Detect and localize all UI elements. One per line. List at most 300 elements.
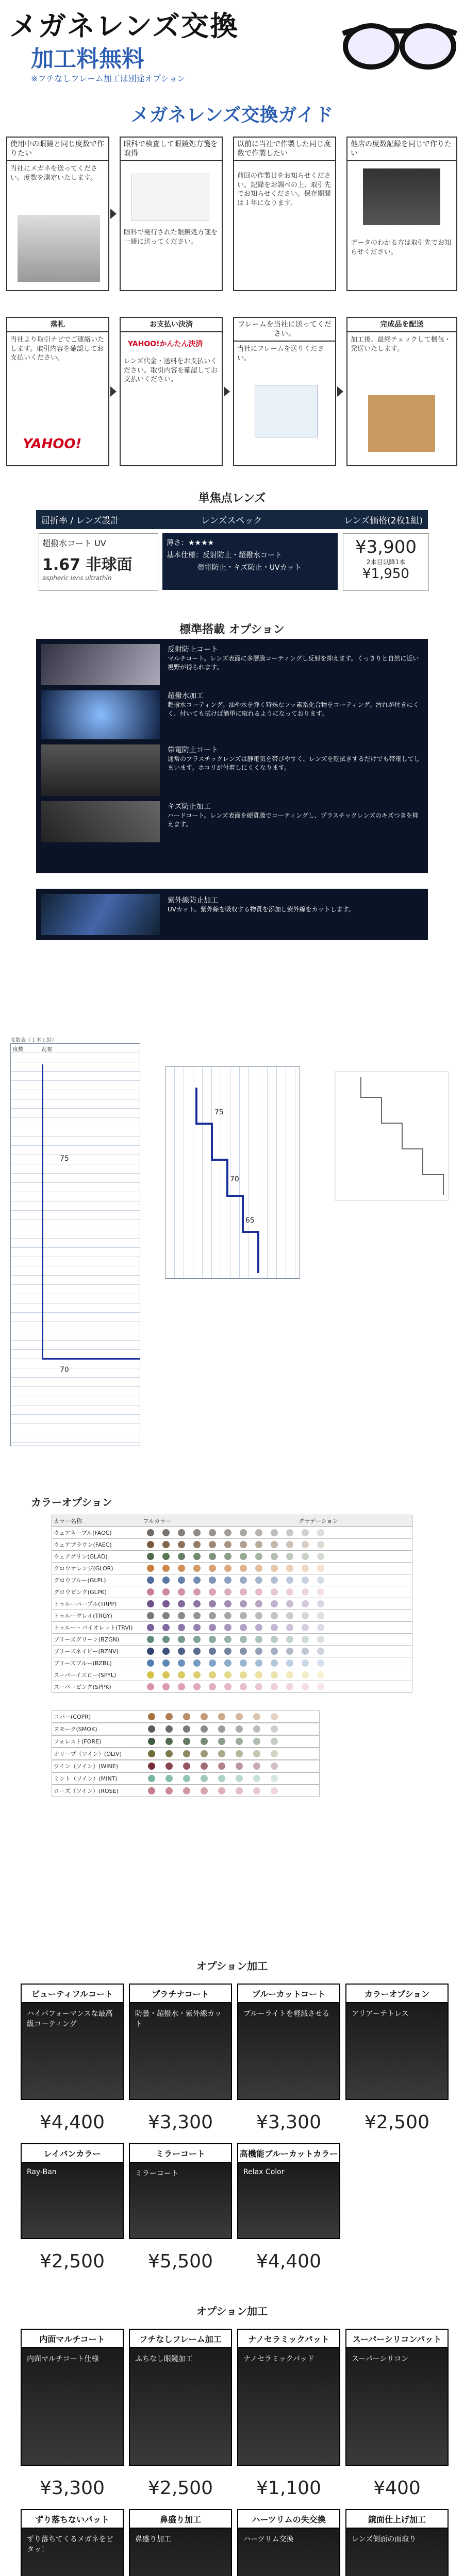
- color-swatch-icon: [148, 1738, 155, 1745]
- option-card: [129, 2143, 232, 2272]
- option-card: [237, 1984, 340, 2133]
- standard-option-1: [41, 644, 423, 685]
- lens-index: 1.67 非球面: [42, 556, 132, 574]
- option-card: [21, 2143, 124, 2272]
- option-card-image: [345, 2002, 449, 2100]
- color-swatch-icon: [218, 1725, 225, 1733]
- color-swatch-icon: [209, 1553, 216, 1560]
- option-card-title: ずり落ちないパット: [21, 2509, 124, 2529]
- option-card: [345, 2509, 449, 2576]
- color-row: [52, 1681, 412, 1693]
- degree-table-1: [10, 1043, 140, 1446]
- option-card-image: [345, 2528, 449, 2576]
- option-card-image: [237, 2347, 340, 2466]
- color-swatch-icon: [224, 1636, 231, 1643]
- color-swatch-icon: [147, 1612, 154, 1619]
- color-swatch-icon: [201, 1725, 208, 1733]
- scratch-image: [41, 801, 160, 842]
- color-swatch-icon: [178, 1600, 185, 1607]
- color-swatch-icon: [240, 1636, 247, 1643]
- color-swatch-icon: [240, 1577, 247, 1584]
- lens-price-note: 2本目以降1本: [366, 558, 406, 566]
- color-swatch-icon: [218, 1738, 225, 1745]
- color-swatch-icon: [240, 1671, 247, 1679]
- color-row: [52, 1760, 320, 1772]
- color-swatch-icon: [183, 1787, 190, 1794]
- option-heading: 紫外線防止加工: [168, 896, 218, 905]
- color-swatch-icon: [193, 1612, 201, 1619]
- color-swatch-icon: [162, 1671, 170, 1679]
- color-swatch-icon: [317, 1636, 324, 1643]
- eye-chart-image: [131, 174, 209, 221]
- glasses-icon: [340, 15, 459, 72]
- color-swatch-icon: [240, 1648, 247, 1655]
- option-card-title: ブルーカットコート: [237, 1984, 340, 2004]
- color-swatch-icon: [165, 1725, 173, 1733]
- color-swatch-icon: [236, 1762, 243, 1770]
- option-card-image: [21, 2528, 124, 2576]
- degree-staircase: [165, 1067, 300, 1278]
- color-table-head: [52, 1515, 412, 1527]
- color-swatch-icon: [147, 1565, 154, 1572]
- color-name: コパー(COPR): [54, 1714, 91, 1720]
- option-card-text: ミラーコート: [135, 2170, 178, 2178]
- lens-price-box: [343, 533, 429, 591]
- color-col-full: フルカラー: [143, 1518, 172, 1524]
- color-swatch-icon: [218, 1762, 225, 1770]
- color-swatch-icon: [162, 1612, 170, 1619]
- color-name: グロウピンク(GLPK): [54, 1589, 107, 1596]
- color-swatch-icon: [317, 1659, 324, 1667]
- color-swatch-icon: [240, 1529, 247, 1536]
- color-swatch-icon: [193, 1588, 201, 1596]
- degree-boundary: [42, 1064, 43, 1358]
- color-swatch-icon: [178, 1659, 185, 1667]
- color-row: [52, 1657, 412, 1669]
- guide-step-3: [233, 137, 336, 291]
- color-swatch-icon: [271, 1553, 278, 1560]
- color-swatch-icon: [286, 1529, 293, 1536]
- option-card-text: ふちなし眼鏡加工: [135, 2355, 193, 2363]
- color-swatch-icon: [147, 1529, 154, 1536]
- water-drop-image: [41, 690, 160, 739]
- guide-step-body: 前回の作製日をお知らせください。記録をお調べの上、取引先でお知らせください。保存期間は１年になります。: [237, 172, 332, 208]
- color-swatch-icon: [201, 1738, 208, 1745]
- lens-sample-image: [41, 644, 160, 685]
- option-card-text: 鼻盛り加工: [135, 2535, 171, 2544]
- option-card: [237, 2143, 340, 2272]
- option-card-title: レイバンカラー: [21, 2143, 124, 2163]
- degree-boundary: [42, 1358, 140, 1360]
- guide-step-body: 眼科で発行された眼鏡処方箋を一緒に送ってください。: [124, 229, 218, 246]
- color-swatch-icon: [317, 1565, 324, 1572]
- color-swatch-icon: [271, 1725, 278, 1733]
- option-price-value: ¥3,300: [40, 2478, 105, 2499]
- color-swatch-icon: [148, 1762, 155, 1770]
- lens-name: 超撥水コート UV: [42, 538, 106, 548]
- color-swatch-icon: [255, 1683, 262, 1690]
- option-card-image: [21, 2162, 124, 2239]
- color-swatch-icon: [240, 1683, 247, 1690]
- color-swatch-icon: [165, 1775, 173, 1782]
- guide-step-head: 他店の度数記録を同じで作りたい: [347, 138, 456, 161]
- color-swatch-icon: [271, 1713, 278, 1720]
- color-swatch-icon: [317, 1683, 324, 1690]
- color-swatch-icon: [286, 1541, 293, 1548]
- option-card-text: ハーツリム交換: [243, 2535, 294, 2544]
- yahoo-logo: YAHOO!: [23, 436, 82, 452]
- color-option-section: [0, 1494, 464, 1814]
- color-name: ウェアネーブル(FAOC): [54, 1530, 112, 1536]
- option-price: [345, 2478, 449, 2499]
- color-swatch-icon: [236, 1713, 243, 1720]
- option-price: [21, 2112, 124, 2133]
- arrow-right-icon: [110, 209, 117, 219]
- arrow-right-icon: [337, 386, 343, 397]
- header: [0, 0, 464, 98]
- color-swatch-icon: [271, 1787, 278, 1794]
- degree-value-70: 70: [60, 1366, 69, 1374]
- color-swatch-icon: [317, 1553, 324, 1560]
- color-swatch-icon: [201, 1787, 208, 1794]
- option-heading: 反射防止コート: [168, 646, 218, 654]
- color-swatch-icon: [302, 1577, 309, 1584]
- color-swatch-icon: [302, 1659, 309, 1667]
- color-swatch-icon: [178, 1541, 185, 1548]
- option-card: [345, 1984, 449, 2133]
- option-card: [129, 1984, 232, 2133]
- color-swatch-icon: [253, 1750, 260, 1757]
- color-row: [52, 1610, 412, 1622]
- option-card-text: 防曇・超撥水・紫外線カット: [135, 2010, 222, 2028]
- option-card-text: ハイパフォーマンスな最高級コーティング: [27, 2010, 113, 2028]
- color-swatch-icon: [255, 1529, 262, 1536]
- guide-step-body: 加工後、最終チェックして梱包・発送いたします。: [351, 336, 451, 353]
- color-swatch-icon: [162, 1565, 170, 1572]
- color-name: ローズ（ソイン）(ROSE): [54, 1788, 119, 1794]
- color-swatch-icon: [271, 1612, 278, 1619]
- color-row: [52, 1710, 320, 1723]
- option-price: [129, 2112, 232, 2133]
- box-arrow-image: [255, 385, 318, 437]
- color-swatch-icon: [224, 1529, 231, 1536]
- guide-step-body: データのわかる方は取引先でお知らせください。: [351, 239, 452, 256]
- option-price-value: ¥5,500: [148, 2251, 213, 2272]
- color-swatch-icon: [193, 1624, 201, 1631]
- color-swatch-icon: [218, 1775, 225, 1782]
- color-swatch-icon: [209, 1588, 216, 1596]
- color-swatch-icon: [271, 1683, 278, 1690]
- standard-options-section: [0, 621, 464, 992]
- color-swatch-icon: [165, 1713, 173, 1720]
- color-col-name: カラー名称: [54, 1518, 82, 1524]
- color-swatch-icon: [193, 1553, 201, 1560]
- option-card-text: 内面マルチコート仕様: [27, 2355, 99, 2363]
- option-card: [129, 2329, 232, 2499]
- option-card: [21, 2509, 124, 2576]
- option-desc: UVカット。紫外線を吸収する物質を添加し紫外線をカットします。: [168, 906, 355, 913]
- color-name: ブリーズグリーン(BZGN): [54, 1636, 120, 1643]
- color-swatch-icon: [224, 1588, 231, 1596]
- color-swatch-icon: [193, 1683, 201, 1690]
- color-name: ウェアブラウン(FAEC): [54, 1541, 112, 1548]
- color-swatch-icon: [193, 1541, 201, 1548]
- color-swatch-icon: [271, 1636, 278, 1643]
- color-swatch-icon: [209, 1577, 216, 1584]
- color-name: トゥルー・バイオレット(TRVI): [54, 1624, 133, 1631]
- option-card-title: カラーオプション: [345, 1984, 449, 2004]
- color-row: [52, 1598, 412, 1610]
- option-price: [129, 2478, 232, 2499]
- color-swatch-icon: [193, 1671, 201, 1679]
- yahoo-pay-logo: YAHOO!かんたん決済: [128, 340, 203, 348]
- guide-step-head: お支払い決済: [121, 318, 222, 332]
- option-card-image: [129, 2528, 232, 2576]
- color-swatch-icon: [317, 1588, 324, 1596]
- standard-option-4: [41, 801, 423, 842]
- color-swatch-icon: [218, 1750, 225, 1757]
- option-card-title: 鏡面仕上げ加工: [345, 2509, 449, 2529]
- color-name: スモーク(SMOK): [54, 1726, 97, 1733]
- color-swatch-icon: [271, 1565, 278, 1572]
- color-swatch-icon: [302, 1541, 309, 1548]
- option-desc: 超撥水コーティング。油や水を弾く特殊なフッ素系化合物をコーティング。汚れが付きにくく、付いても拭けば簡単に取れるようになっております。: [168, 701, 419, 717]
- color-name: ワイン（ソイン）(WINE): [54, 1763, 119, 1770]
- color-swatch-icon: [178, 1529, 185, 1536]
- color-swatch-icon: [253, 1738, 260, 1745]
- guide-step-6: [120, 317, 223, 466]
- guide-step-body: 当社にメガネを送ってください。度数を測定いたします。: [10, 165, 98, 182]
- color-swatch-icon: [240, 1565, 247, 1572]
- color-swatch-icon: [286, 1648, 293, 1655]
- color-swatch-icon: [224, 1565, 231, 1572]
- page-subtitle: 加工料無料: [31, 46, 144, 72]
- guide-step-1: [6, 137, 109, 291]
- color-swatch-icon: [271, 1600, 278, 1607]
- option-card: [129, 2509, 232, 2576]
- color-swatch-icon: [148, 1750, 155, 1757]
- guide-step-8: [346, 317, 457, 466]
- option-card: [237, 2509, 340, 2576]
- color-swatch-icon: [255, 1612, 262, 1619]
- arrow-right-icon: [110, 386, 117, 397]
- color-swatch-icon: [317, 1648, 324, 1655]
- color-swatch-icon: [255, 1648, 262, 1655]
- option-desc: マルチコート。レンズ表面に多層膜コーティングし反射を抑えます。くっきりと自然に近い視野が得られます。: [168, 655, 419, 671]
- option-card-text: レンズ側面の面取り: [352, 2535, 417, 2544]
- color-name: グロウブルー(GLPL): [54, 1577, 106, 1584]
- col-index: 屈折率 / レンズ設計: [41, 516, 120, 526]
- color-swatch-icon: [209, 1541, 216, 1548]
- color-name: ブリーズブルー(BZBL): [54, 1660, 112, 1667]
- color-row: [52, 1748, 320, 1760]
- color-swatch-icon: [286, 1612, 293, 1619]
- standard-option-2: [41, 690, 423, 739]
- single-lens-title: 単焦点レンズ: [198, 492, 266, 505]
- color-swatch-icon: [178, 1648, 185, 1655]
- degree-value-75: 75: [214, 1108, 224, 1116]
- spec-basic-2: 帯電防止・キズ防止・UVカット: [197, 563, 302, 572]
- color-swatch-icon: [255, 1565, 262, 1572]
- standard-option-5: [36, 889, 428, 940]
- color-swatch-icon: [271, 1624, 278, 1631]
- color-swatch-icon: [236, 1750, 243, 1757]
- color-swatch-icon: [271, 1529, 278, 1536]
- color-name: トゥルーグレイ(TRGY): [54, 1613, 112, 1619]
- color-swatch-icon: [255, 1600, 262, 1607]
- option-card-title: プラチナコート: [129, 1984, 232, 2004]
- guide-step-2: [120, 137, 223, 291]
- option-card-image: [237, 2162, 340, 2239]
- color-swatch-icon: [255, 1541, 262, 1548]
- color-swatch-icon: [193, 1600, 201, 1607]
- cardboard-box-image: [368, 395, 435, 452]
- color-swatch-icon: [183, 1762, 190, 1770]
- color-swatch-icon: [317, 1529, 324, 1536]
- color-swatch-icon: [209, 1565, 216, 1572]
- color-swatch-icon: [286, 1553, 293, 1560]
- color-swatch-icon: [271, 1775, 278, 1782]
- option-card-text: ずり落ちてくるメガネをピタッ！: [27, 2535, 113, 2554]
- color-swatch-icon: [209, 1683, 216, 1690]
- guide-step-4: [346, 137, 457, 291]
- degree-value-70: 70: [230, 1175, 239, 1183]
- color-swatch-icon: [165, 1738, 173, 1745]
- option-price-value: ¥3,300: [148, 2112, 213, 2133]
- option-card: [237, 2329, 340, 2499]
- guide-title: メガネレンズ交換ガイド: [130, 104, 334, 126]
- color-swatch-icon: [162, 1588, 170, 1596]
- color-swatch-icon: [165, 1762, 173, 1770]
- lens-price-2: ¥1,950: [362, 566, 409, 582]
- option-price-value: ¥2,500: [364, 2112, 429, 2133]
- color-swatch-icon: [209, 1659, 216, 1667]
- option-desc: 通常のプラスチックレンズは静電気を帯びやすく、レンズを乾拭きするだけでも帯電してしまいます。ホコリが付着しにくくなります。: [168, 755, 420, 771]
- guide-step-body: レンズ代金・送料をお支払いください。取引内容を確認してお支払いください。: [124, 358, 218, 384]
- color-swatch-icon: [165, 1750, 173, 1757]
- color-swatch-icon: [201, 1713, 208, 1720]
- color-swatch-icon: [224, 1577, 231, 1584]
- color-swatch-icon: [302, 1529, 309, 1536]
- color-swatch-icon: [224, 1659, 231, 1667]
- header-note: ※フチなしフレーム加工は別途オプション: [31, 74, 186, 83]
- color-swatch-icon: [178, 1671, 185, 1679]
- color-swatch-icon: [147, 1659, 154, 1667]
- color-swatch-icon: [240, 1541, 247, 1548]
- color-swatch-icon: [162, 1577, 170, 1584]
- color-name: ブリーズネイビー(BZNV): [54, 1648, 119, 1655]
- color-swatch-icon: [178, 1612, 185, 1619]
- color-swatch-icon: [224, 1612, 231, 1619]
- color-swatch-icon: [286, 1588, 293, 1596]
- color-swatch-icon: [236, 1775, 243, 1782]
- option-card-title: スーパーシリコンパット: [345, 2329, 449, 2349]
- lens-price: ¥3,900: [355, 537, 417, 557]
- spec-thinness: 薄さ：★★★★: [167, 539, 214, 547]
- degree-table-section: [0, 1036, 464, 1468]
- color-swatch-icon: [253, 1725, 260, 1733]
- color-swatch-icon: [183, 1775, 190, 1782]
- color-swatch-icon: [178, 1577, 185, 1584]
- color-swatch-icon: [240, 1624, 247, 1631]
- color-swatch-icon: [183, 1738, 190, 1745]
- degree-table-title: 度数表（１本１組）: [10, 1038, 57, 1043]
- guide-step-head: フレームを当社に送ってください。: [234, 318, 335, 342]
- color-swatch-icon: [286, 1683, 293, 1690]
- option-card: [345, 2329, 449, 2499]
- color-row: [52, 1527, 412, 1539]
- color-swatch-icon: [183, 1725, 190, 1733]
- color-swatch-icon: [147, 1577, 154, 1584]
- standard-title: 標準搭載 オプション: [179, 623, 285, 636]
- option-kakou-title: オプション加工: [196, 1960, 268, 1972]
- color-swatch-icon: [224, 1553, 231, 1560]
- color-swatch-icon: [162, 1529, 170, 1536]
- color-swatch-icon: [302, 1612, 309, 1619]
- option-price: [237, 2478, 340, 2499]
- color-swatch-icon: [271, 1738, 278, 1745]
- degree-col-head-2: 乱視: [42, 1047, 52, 1053]
- option-price: [21, 2478, 124, 2499]
- color-swatch-icon: [147, 1648, 154, 1655]
- option-card-image: [129, 2162, 232, 2239]
- option-price: [237, 2251, 340, 2272]
- option-heading: キズ防止加工: [168, 803, 211, 811]
- guide-step-7: [233, 317, 336, 466]
- color-row: [52, 1785, 320, 1797]
- color-name: トゥルーパープル(TRPP): [54, 1601, 117, 1607]
- color-row: [52, 1563, 412, 1574]
- option-price-value: ¥2,500: [40, 2251, 105, 2272]
- color-swatch-icon: [147, 1624, 154, 1631]
- option-price-value: ¥2,500: [148, 2478, 213, 2499]
- guide-step-head: 完成品を配送: [347, 318, 456, 332]
- option-price: [237, 2112, 340, 2133]
- color-swatch-icon: [286, 1577, 293, 1584]
- color-swatch-icon: [317, 1671, 324, 1679]
- color-swatch-icon: [209, 1529, 216, 1536]
- page-title: メガネレンズ交換: [9, 9, 239, 42]
- color-swatch-icon: [147, 1600, 154, 1607]
- color-swatch-icon: [147, 1683, 154, 1690]
- color-swatch-icon: [183, 1750, 190, 1757]
- option-price: [345, 2112, 449, 2133]
- color-swatch-icon: [178, 1553, 185, 1560]
- color-swatch-icon: [209, 1648, 216, 1655]
- color-swatch-icon: [178, 1636, 185, 1643]
- color-swatch-icon: [218, 1787, 225, 1794]
- option-card-image: [21, 2002, 124, 2100]
- color-row: [52, 1622, 412, 1634]
- dust-image: [41, 744, 160, 796]
- color-swatch-icon: [201, 1775, 208, 1782]
- color-swatch-icon: [209, 1624, 216, 1631]
- color-swatch-icon: [271, 1577, 278, 1584]
- color-swatch-icon: [302, 1683, 309, 1690]
- color-swatch-icon: [178, 1683, 185, 1690]
- color-swatch-icon: [209, 1671, 216, 1679]
- color-swatch-icon: [162, 1683, 170, 1690]
- color-row: [52, 1574, 412, 1586]
- color-swatch-icon: [224, 1683, 231, 1690]
- color-option-title: カラーオプション: [31, 1496, 112, 1509]
- color-swatch-icon: [271, 1541, 278, 1548]
- option-price: [21, 2251, 124, 2272]
- option-card-title: ミラーコート: [129, 2143, 232, 2163]
- option-heading: 超撥水加工: [168, 692, 204, 700]
- guide-step-head: 落札: [7, 318, 108, 332]
- degree-table-3: [330, 1066, 454, 1206]
